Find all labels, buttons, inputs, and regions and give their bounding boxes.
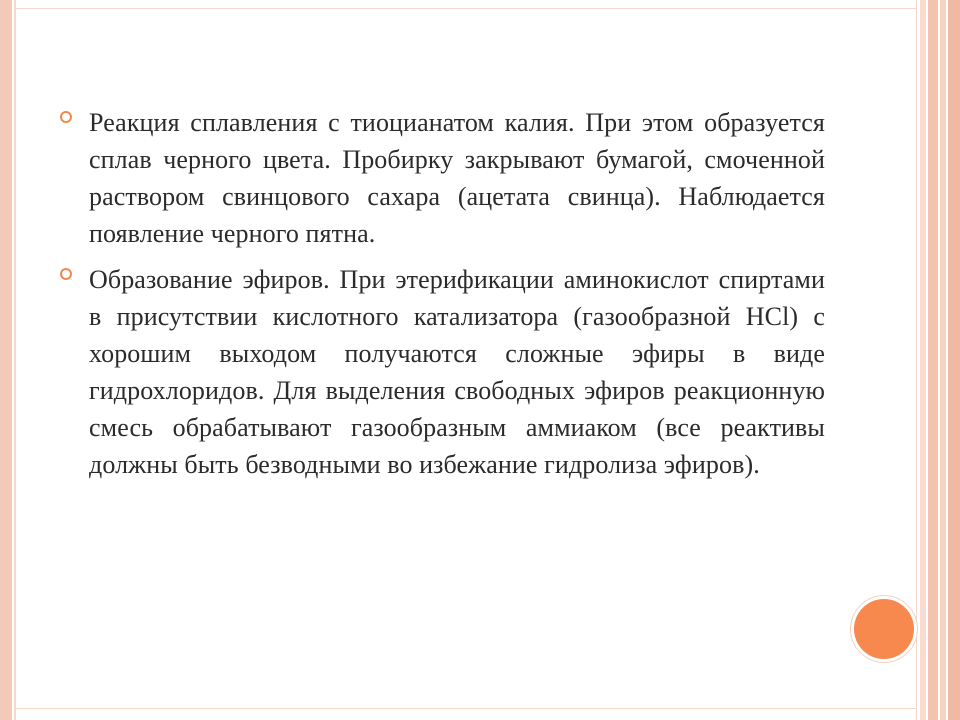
bullet-item xyxy=(60,104,825,252)
orange-circle-decoration xyxy=(854,599,914,659)
right-frame-line xyxy=(916,0,917,720)
left-frame-bar xyxy=(0,0,12,720)
slide-content xyxy=(60,104,825,492)
top-frame-line xyxy=(16,8,916,9)
left-frame-line xyxy=(14,0,16,720)
right-decorative-stripes xyxy=(920,0,960,720)
hollow-circle-bullet-icon xyxy=(60,111,72,123)
hollow-circle-bullet-icon xyxy=(60,268,72,280)
bullet-text: Реакция сплавления с тиоцианатом калия. При этом образуется сплав черного цвета. Пробирку закрывают бумагой, смоченной раствором свинцового сахара (ацетата свинца). Наблюдается появление черного пятна. xyxy=(89,108,825,248)
bullet-text: Образование эфиров. При этерификации аминокислот спиртами в присутствии кислотного катализатора (газообразной HCl) с хорошим выходом получаются сложные эфиры в виде гидрохлоридов. Для выделения свободных эфиров реакционную смесь обрабатывают газообразным аммиаком (все реактивы должны быть безводными во избежание гидролиза эфиров). xyxy=(89,265,825,479)
bottom-frame-line xyxy=(16,708,916,709)
bullet-item xyxy=(60,261,825,483)
